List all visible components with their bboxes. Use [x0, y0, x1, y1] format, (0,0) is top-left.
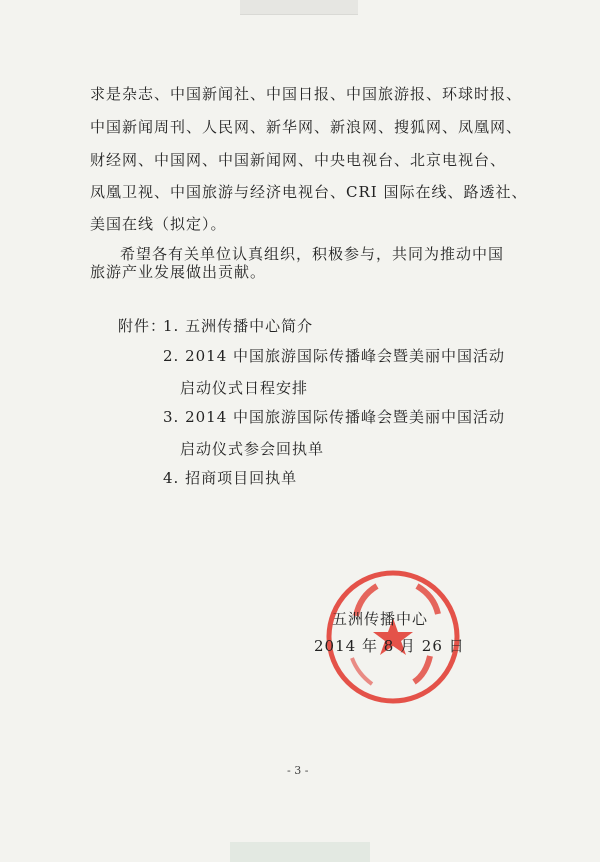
scan-artifact-top	[240, 0, 358, 15]
signature-org: 五洲传播中心	[332, 610, 429, 628]
attachment-item: 3. 2014 中国旅游国际传播峰会暨美丽中国活动	[163, 408, 506, 426]
body-line: 财经网、中国网、中国新闻网、中央电视台、北京电视台、	[90, 151, 507, 169]
scan-artifact-bottom	[230, 842, 370, 862]
attachments-label: 附件：	[118, 317, 167, 335]
attachment-item: 4. 招商项目回执单	[163, 469, 298, 487]
attachment-item: 1. 五洲传播中心简介	[163, 317, 314, 335]
body-line: 中国新闻周刊、人民网、新华网、新浪网、搜狐网、凤凰网、	[90, 118, 523, 136]
attachment-item: 启动仪式参会回执单	[180, 440, 325, 458]
attachment-item: 2. 2014 中国旅游国际传播峰会暨美丽中国活动	[163, 347, 506, 365]
body-line: 美国在线（拟定）。	[90, 215, 227, 233]
body-line: 希望各有关单位认真组织，积极参与，共同为推动中国	[120, 245, 505, 263]
body-line: 求是杂志、中国新闻社、中国日报、中国旅游报、环球时报、	[90, 85, 523, 103]
body-line: 凤凰卫视、中国旅游与经济电视台、CRI 国际在线、路透社、	[90, 183, 528, 201]
body-line: 旅游产业发展做出贡献。	[90, 263, 267, 281]
attachment-item: 启动仪式日程安排	[180, 379, 309, 397]
page-number: - 3 -	[287, 764, 309, 777]
signature-date: 2014 年 8 月 26 日	[314, 637, 465, 655]
